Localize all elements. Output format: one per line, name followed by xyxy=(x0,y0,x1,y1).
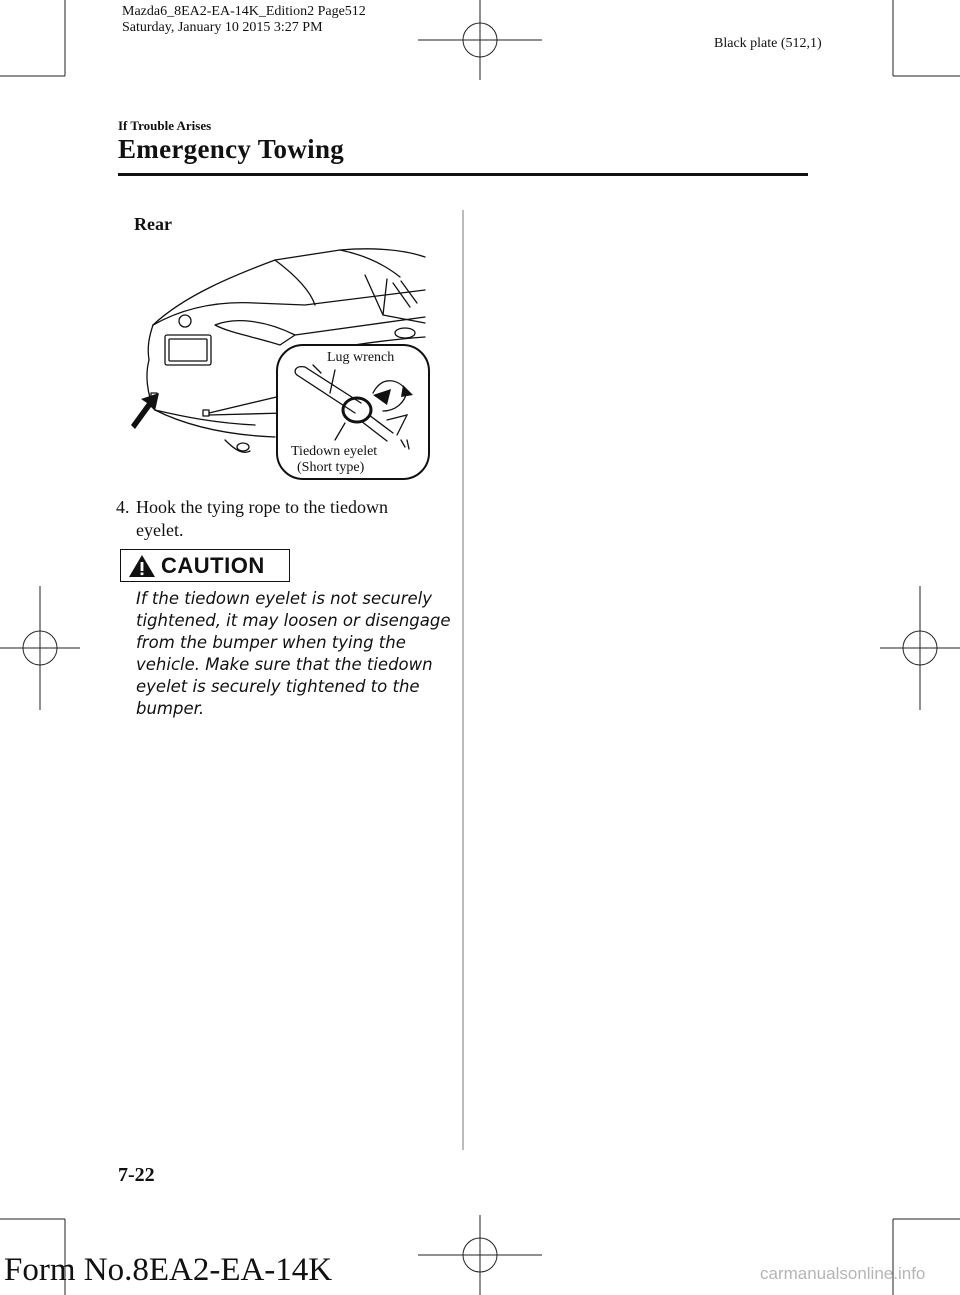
label-tiedown-eyelet: Tiedown eyelet xyxy=(291,444,378,459)
step-text-line1: Hook the tying rope to the tiedown xyxy=(136,497,388,517)
subheading-rear: Rear xyxy=(134,214,172,234)
caution-body xyxy=(136,588,451,720)
caution-line: tightened, it may loosen or disengage xyxy=(136,611,451,630)
watermark: carmanualsonline.info xyxy=(760,1264,926,1283)
page-number: 7-22 xyxy=(118,1164,155,1186)
caution-line: from the bumper when tying the xyxy=(136,633,406,652)
caution-line: vehicle. Make sure that the tiedown xyxy=(136,655,433,674)
title-rule xyxy=(118,173,808,176)
caution-line: If the tiedown eyelet is not securely xyxy=(136,589,432,608)
job-meta-line1: Mazda6_8EA2-EA-14K_Edition2 Page512 xyxy=(122,4,366,19)
plate-info: Black plate (512,1) xyxy=(714,36,822,51)
section-label: If Trouble Arises xyxy=(118,118,212,133)
page-title: Emergency Towing xyxy=(118,134,345,164)
caution-box xyxy=(120,549,290,582)
caution-label: CAUTION xyxy=(161,552,265,578)
warning-triangle-icon xyxy=(127,553,157,579)
job-meta-line2: Saturday, January 10 2015 3:27 PM xyxy=(122,20,323,35)
step-number: 4. xyxy=(116,497,130,517)
form-number: Form No.8EA2-EA-14K xyxy=(4,1252,333,1288)
step-text-line2: eyelet. xyxy=(136,520,184,540)
label-short-type: (Short type) xyxy=(297,460,365,475)
caution-line: eyelet is securely tightened to the xyxy=(136,677,420,696)
caution-line: bumper. xyxy=(136,699,205,718)
label-lug-wrench: Lug wrench xyxy=(327,350,395,365)
